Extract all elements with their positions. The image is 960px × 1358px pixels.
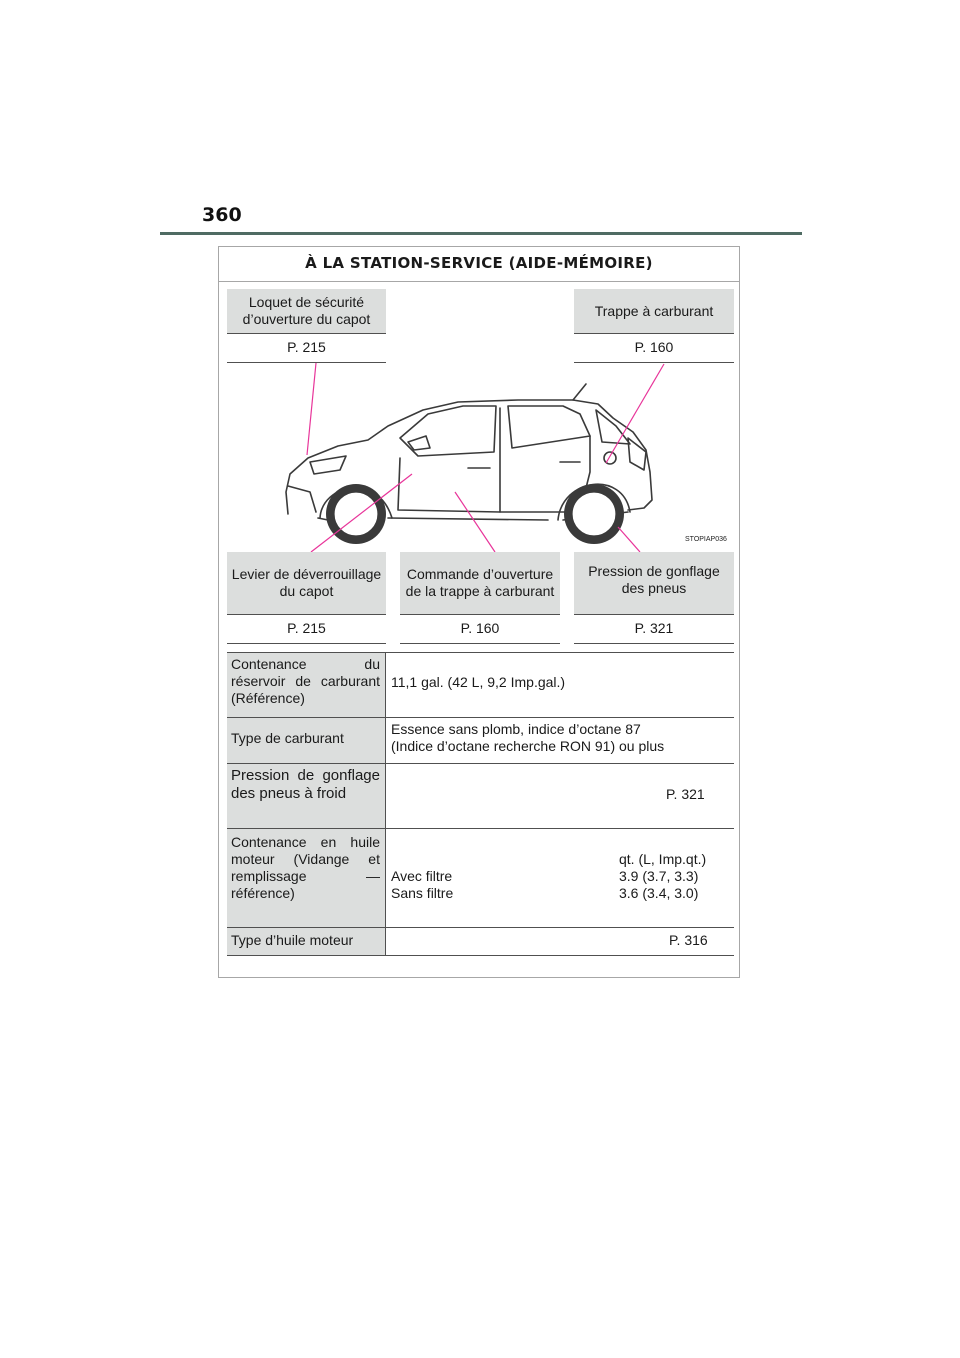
hood-lever-label: Levier de déverrouillage du capot — [231, 566, 382, 599]
spec-value-cold-pressure[interactable]: P. 321 — [666, 786, 705, 802]
hood-lever-ref[interactable]: P. 215 — [287, 620, 326, 636]
oil-without-filter-value: 3.6 (3.4, 3.0) — [619, 885, 699, 901]
oil-without-filter-label: Sans filtre — [391, 885, 454, 901]
oil-with-filter-label: Avec filtre — [391, 868, 453, 884]
hood-lock-callout — [227, 289, 386, 334]
spec-label-fuel-type: Type de carburant — [227, 718, 385, 763]
hood-lock-ref[interactable]: P. 215 — [287, 339, 326, 355]
front-wheel — [326, 484, 386, 544]
spec-value-fuel-type-1: Essence sans plomb, indice d’octane 87 — [391, 721, 641, 737]
spec-label-tank: Contenance du réservoir de carburant (Référence) — [227, 653, 385, 717]
header-rule — [160, 232, 802, 235]
tire-pressure-ref[interactable]: P. 321 — [634, 620, 674, 636]
headlamp — [310, 456, 346, 474]
figure-code: STOPIAP036 — [685, 536, 727, 543]
fuel-opener-ref-rule — [400, 643, 560, 644]
page-number: 360 — [202, 204, 242, 226]
oil-unit-header: qt. (L, Imp.qt.) — [619, 851, 707, 867]
spec-value-fuel-type-2: (Indice d’octane recherche RON 91) ou plus — [391, 738, 665, 754]
fuel-opener-label: Commande d’ouverture de la trappe à carburant — [405, 566, 555, 599]
spec-row-cold-pressure — [227, 764, 734, 829]
hood-lever-ref-rule — [227, 643, 386, 644]
spec-value-oil-type[interactable]: P. 316 — [669, 932, 708, 948]
reminder-title: À LA STATION-SERVICE (AIDE-MÉMOIRE) — [305, 254, 653, 272]
title-rule — [218, 281, 740, 282]
rear-window — [508, 406, 590, 448]
tire-pressure-label: Pression de gonflage des pneus — [588, 563, 720, 596]
fuel-door-ref[interactable]: P. 160 — [634, 339, 674, 355]
oil-with-filter-value: 3.9 (3.7, 3.3) — [619, 868, 699, 884]
fuel-door-label: Trappe à carburant — [594, 302, 714, 319]
antenna — [573, 384, 586, 400]
fuel-door-callout — [574, 289, 734, 334]
spec-row-oil-capacity — [227, 829, 734, 928]
hood-lever-callout — [227, 552, 386, 615]
fuel-opener-callout — [400, 552, 560, 615]
spec-row-tank — [227, 653, 734, 718]
spec-label-oil-capacity: Contenance en huile moteur (Vidange et remplissage — référence) — [227, 829, 385, 927]
fuel-opener-ref[interactable]: P. 160 — [460, 620, 500, 636]
fuel-door-shape — [604, 452, 616, 464]
spec-value-tank: 11,1 gal. (42 L, 9,2 Imp.gal.) — [391, 674, 566, 690]
hood-lock-label: Loquet de sécurité d’ouverture du capot — [242, 294, 371, 327]
spec-row-fuel-type — [227, 718, 734, 764]
car-illustration — [218, 362, 740, 552]
rear-wheel — [564, 484, 624, 544]
taillamp — [628, 438, 646, 470]
front-door-line — [398, 408, 500, 512]
tire-pressure-callout — [574, 552, 734, 615]
side-mirror — [408, 436, 430, 450]
tire-pressure-ref-rule — [574, 643, 734, 644]
spec-label-oil-type: Type d’huile moteur — [227, 928, 385, 955]
front-grille — [288, 486, 316, 512]
spec-label-cold-pressure: Pression de gonflage des pneus à froid — [227, 764, 385, 828]
spec-row-oil-type — [227, 928, 734, 956]
